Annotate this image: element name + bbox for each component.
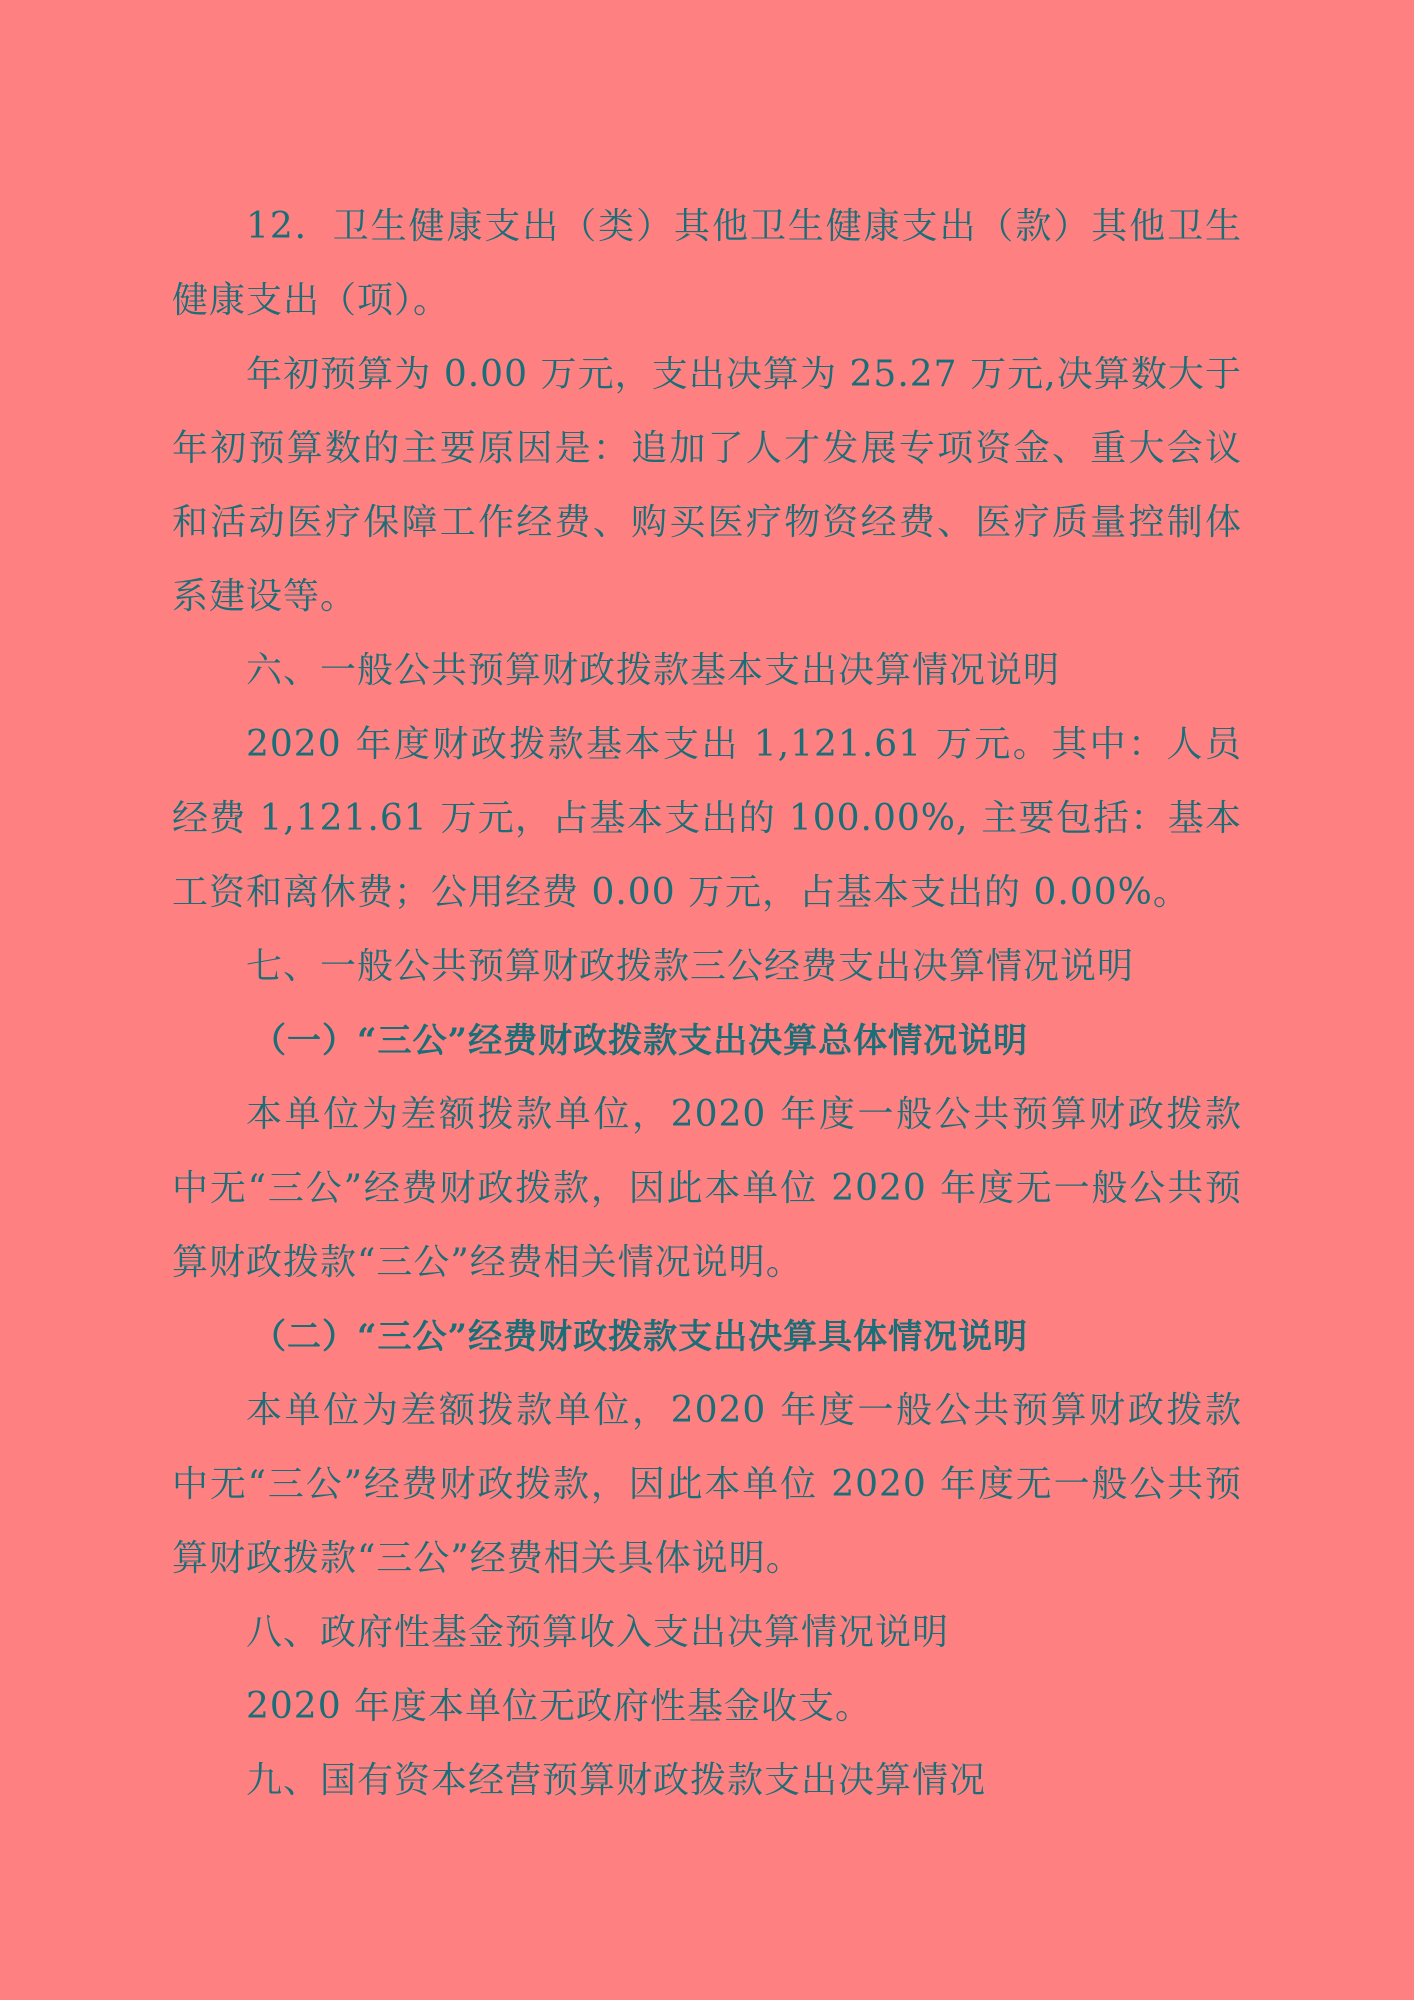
heading-section-8: 八、政府性基金预算收入支出决算情况说明 (246, 1612, 950, 1653)
document-page (172, 190, 1242, 1818)
paragraph-government-fund: 2020 年度本单位无政府性基金收支。 (246, 1686, 873, 1727)
paragraph-basic-expenditure: 2020 年度财政拨款基本支出 1,121.61 万元。其中：人员经费 1,121.61 万元，占基本支出的 100.00%, 主要包括：基本工资和离休费；公用经费 0.00 万元，占基本支出的 0.00%。 (172, 724, 1242, 913)
subheading-overall: （一）“三公”经费财政拨款支出决算总体情况说明 (252, 1021, 1029, 1061)
paragraph-budget-explanation: 年初预算为 0.00 万元，支出决算为 25.27 万元,决算数大于年初预算数的主要原因是：追加了人才发展专项资金、重大会议和活动医疗保障工作经费、购买医疗物资经费、医疗质量控制体系建设等。 (172, 354, 1242, 617)
paragraph-health-expenditure-item: 12．卫生健康支出（类）其他卫生健康支出（款）其他卫生健康支出（项）。 (172, 206, 1242, 321)
paragraph-three-public-specific: 本单位为差额拨款单位，2020 年度一般公共预算财政拨款中无“三公”经费财政拨款，因此本单位 2020 年度无一般公共预算财政拨款“三公”经费相关具体说明。 (172, 1390, 1242, 1579)
subheading-specific: （二）“三公”经费财政拨款支出决算具体情况说明 (252, 1317, 1029, 1357)
heading-section-6: 六、一般公共预算财政拨款基本支出决算情况说明 (246, 650, 1061, 691)
paragraph-three-public-overall: 本单位为差额拨款单位，2020 年度一般公共预算财政拨款中无“三公”经费财政拨款，因此本单位 2020 年度无一般公共预算财政拨款“三公”经费相关情况说明。 (172, 1094, 1242, 1283)
heading-section-7: 七、一般公共预算财政拨款三公经费支出决算情况说明 (246, 946, 1135, 987)
heading-section-9: 九、国有资本经营预算财政拨款支出决算情况 (246, 1760, 987, 1801)
